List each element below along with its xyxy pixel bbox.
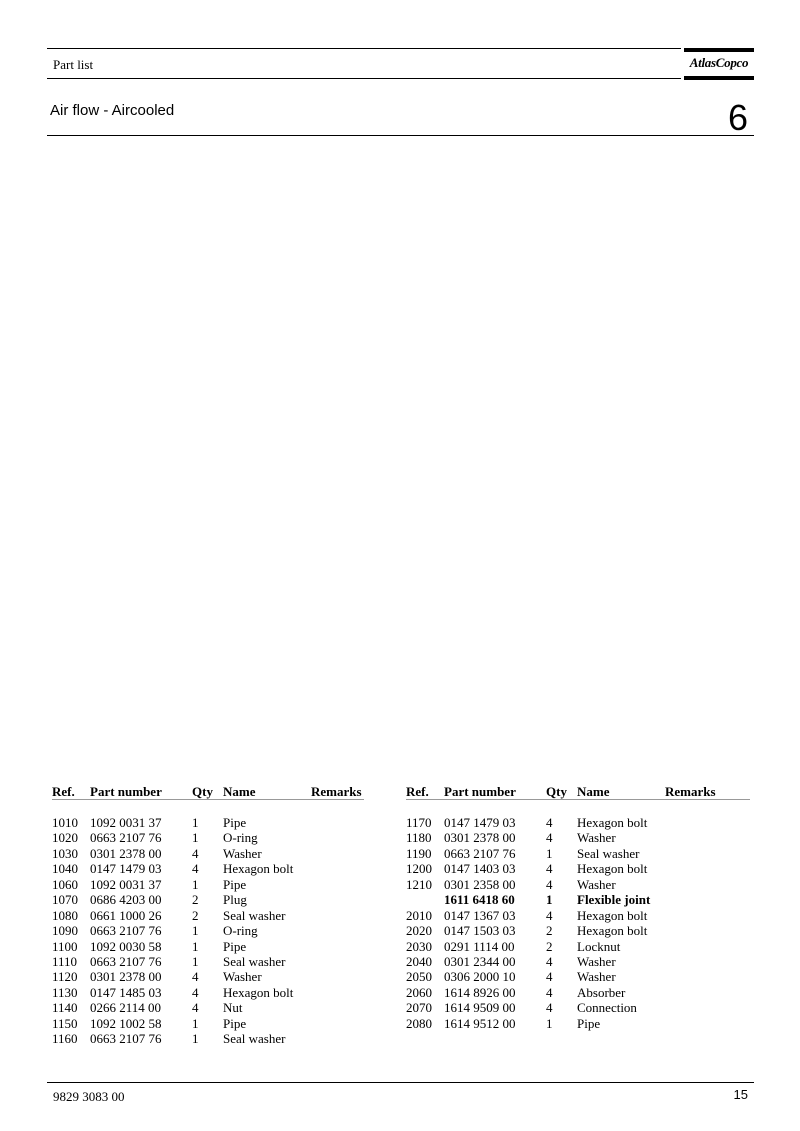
cell-part-number: 0663 2107 76 xyxy=(90,953,162,969)
cell-name: Washer xyxy=(577,876,616,892)
cell-part-number: 1614 9509 00 xyxy=(444,1000,516,1016)
cell-ref: 2010 xyxy=(406,907,432,923)
cell-name: Pipe xyxy=(223,1015,247,1031)
cell-part-number: 0663 2107 76 xyxy=(444,845,516,861)
cell-name: Washer xyxy=(223,969,262,985)
illustration-area xyxy=(47,140,754,770)
cell-part-number: 0306 2000 10 xyxy=(444,969,516,985)
table-row xyxy=(52,830,364,845)
cell-qty: 1 xyxy=(546,1015,553,1031)
cell-part-number: 0147 1485 03 xyxy=(90,984,162,1000)
cell-name: Hexagon bolt xyxy=(223,861,294,877)
table-row xyxy=(406,969,750,984)
header-underline xyxy=(406,799,750,800)
cell-qty: 1 xyxy=(546,892,553,908)
cell-ref: 2030 xyxy=(406,938,432,954)
cell-part-number: 0663 2107 76 xyxy=(90,1031,162,1047)
parts-table-left xyxy=(52,784,364,1047)
parts-table-right xyxy=(406,784,750,1031)
col-header-part-number: Part number xyxy=(444,784,516,799)
cell-name: Washer xyxy=(577,969,616,985)
cell-ref: 2020 xyxy=(406,923,432,939)
col-header-name: Name xyxy=(223,784,256,799)
logo-bottom-bar xyxy=(684,76,754,80)
cell-name: Hexagon bolt xyxy=(577,861,648,877)
table-row xyxy=(406,923,750,938)
cell-qty: 4 xyxy=(546,984,553,1000)
cell-part-number: 1092 0031 37 xyxy=(90,876,162,892)
cell-name: Locknut xyxy=(577,938,621,954)
cell-part-number: 0301 2358 00 xyxy=(444,876,516,892)
col-header-qty: Qty xyxy=(192,784,213,799)
cell-name: Seal washer xyxy=(223,907,286,923)
cell-name: O-ring xyxy=(223,830,258,846)
footer-page-number: 15 xyxy=(733,1087,748,1102)
cell-part-number: 1611 6418 60 xyxy=(444,892,515,908)
cell-ref: 2050 xyxy=(406,969,432,985)
cell-qty: 4 xyxy=(192,969,199,985)
cell-qty: 4 xyxy=(546,1000,553,1016)
cell-ref: 1040 xyxy=(52,861,78,877)
cell-qty: 4 xyxy=(546,861,553,877)
cell-qty: 4 xyxy=(192,984,199,1000)
cell-part-number: 0301 2378 00 xyxy=(90,845,162,861)
table-row xyxy=(406,954,750,969)
table-row xyxy=(406,830,750,845)
cell-qty: 1 xyxy=(192,953,199,969)
table-row xyxy=(406,877,750,892)
table-row xyxy=(406,815,750,830)
table-row xyxy=(52,908,364,923)
cell-name: Seal washer xyxy=(577,845,640,861)
table-row xyxy=(52,1031,364,1046)
cell-part-number: 0147 1479 03 xyxy=(444,815,516,830)
table-row xyxy=(52,954,364,969)
section-rule xyxy=(47,135,754,136)
table-row xyxy=(406,939,750,954)
cell-ref: 1140 xyxy=(52,1000,78,1016)
cell-part-number: 1092 1002 58 xyxy=(90,1015,162,1031)
cell-qty: 4 xyxy=(546,907,553,923)
header-top-rule xyxy=(47,48,681,49)
cell-ref: 1210 xyxy=(406,876,432,892)
table-row xyxy=(406,908,750,923)
cell-qty: 4 xyxy=(546,969,553,985)
col-header-remarks: Remarks xyxy=(311,784,362,799)
cell-qty: 1 xyxy=(192,1031,199,1047)
cell-ref: 2080 xyxy=(406,1015,432,1031)
header-label: Part list xyxy=(53,57,94,72)
cell-qty: 1 xyxy=(192,923,199,939)
cell-qty: 1 xyxy=(546,845,553,861)
col-header-name: Name xyxy=(577,784,610,799)
cell-name: Pipe xyxy=(223,938,247,954)
cell-ref: 1150 xyxy=(52,1015,78,1031)
cell-ref: 1180 xyxy=(406,830,432,846)
cell-part-number: 0301 2378 00 xyxy=(90,969,162,985)
cell-name: Seal washer xyxy=(223,1031,286,1047)
table-row xyxy=(406,846,750,861)
col-header-remarks: Remarks xyxy=(665,784,716,799)
cell-ref: 1200 xyxy=(406,861,432,877)
table-row xyxy=(406,861,750,876)
chapter-number: 6 xyxy=(727,97,748,138)
cell-ref: 2040 xyxy=(406,953,432,969)
cell-name: Pipe xyxy=(223,815,247,830)
cell-ref: 1190 xyxy=(406,845,432,861)
table-row xyxy=(52,969,364,984)
cell-ref: 1110 xyxy=(52,953,78,969)
cell-ref: 1160 xyxy=(52,1031,78,1047)
logo-brand-text: AtlasCopco xyxy=(689,55,749,70)
cell-qty: 4 xyxy=(546,830,553,846)
cell-name: Hexagon bolt xyxy=(223,984,294,1000)
table-row xyxy=(52,892,364,907)
cell-qty: 1 xyxy=(192,830,199,846)
col-header-qty: Qty xyxy=(546,784,567,799)
cell-name: Pipe xyxy=(223,876,247,892)
cell-ref: 1060 xyxy=(52,876,78,892)
table-row xyxy=(406,892,750,907)
col-header-ref: Ref. xyxy=(406,784,429,799)
cell-ref: 1010 xyxy=(52,815,78,830)
cell-name: Hexagon bolt xyxy=(577,815,648,830)
cell-ref: 1090 xyxy=(52,923,78,939)
cell-part-number: 0291 1114 00 xyxy=(444,938,515,954)
cell-name: Connection xyxy=(577,1000,637,1016)
cell-qty: 1 xyxy=(192,938,199,954)
cell-part-number: 0301 2378 00 xyxy=(444,830,516,846)
cell-name: Seal washer xyxy=(223,953,286,969)
table-row xyxy=(406,985,750,1000)
cell-part-number: 1614 8926 00 xyxy=(444,984,516,1000)
table-row xyxy=(52,815,364,830)
cell-part-number: 0686 4203 00 xyxy=(90,892,162,908)
cell-qty: 2 xyxy=(546,923,553,939)
table-row xyxy=(52,877,364,892)
cell-qty: 2 xyxy=(192,907,199,923)
logo-top-bar xyxy=(684,48,754,52)
table-row xyxy=(52,846,364,861)
col-header-part-number: Part number xyxy=(90,784,162,799)
cell-qty: 4 xyxy=(546,876,553,892)
cell-name: Pipe xyxy=(577,1015,601,1031)
cell-qty: 1 xyxy=(192,815,199,830)
cell-name: Washer xyxy=(223,845,262,861)
table-row xyxy=(52,1000,364,1015)
table-body-left xyxy=(52,815,364,1047)
cell-qty: 4 xyxy=(192,845,199,861)
cell-part-number: 1614 9512 00 xyxy=(444,1015,516,1031)
cell-ref: 1100 xyxy=(52,938,78,954)
cell-name: Hexagon bolt xyxy=(577,923,648,939)
table-row xyxy=(52,923,364,938)
cell-part-number: 0301 2344 00 xyxy=(444,953,516,969)
table-header-row xyxy=(406,784,750,800)
table-header-row xyxy=(52,784,364,800)
cell-part-number: 0147 1503 03 xyxy=(444,923,516,939)
cell-ref: 1020 xyxy=(52,830,78,846)
cell-qty: 4 xyxy=(546,815,553,830)
cell-qty: 4 xyxy=(192,861,199,877)
cell-ref: 1070 xyxy=(52,892,78,908)
footer-document-number: 9829 3083 00 xyxy=(53,1089,125,1104)
cell-ref: 1130 xyxy=(52,984,78,1000)
cell-qty: 4 xyxy=(546,953,553,969)
cell-name: Plug xyxy=(223,892,247,908)
cell-ref: 2060 xyxy=(406,984,432,1000)
cell-name: Nut xyxy=(223,1000,243,1016)
cell-ref: 1030 xyxy=(52,845,78,861)
table-row xyxy=(52,861,364,876)
cell-part-number: 0147 1403 03 xyxy=(444,861,516,877)
footer-rule xyxy=(47,1082,754,1083)
section-title: Air flow - Aircooled xyxy=(50,102,175,119)
cell-part-number: 0663 2107 76 xyxy=(90,830,162,846)
table-body-right xyxy=(406,815,750,1031)
table-row xyxy=(52,985,364,1000)
col-header-ref: Ref. xyxy=(52,784,75,799)
cell-name: Absorber xyxy=(577,984,626,1000)
cell-name: O-ring xyxy=(223,923,258,939)
cell-qty: 2 xyxy=(192,892,199,908)
cell-part-number: 0147 1479 03 xyxy=(90,861,162,877)
cell-ref: 1170 xyxy=(406,815,432,830)
cell-qty: 1 xyxy=(192,876,199,892)
cell-part-number: 0663 2107 76 xyxy=(90,923,162,939)
cell-part-number: 1092 0031 37 xyxy=(90,815,162,830)
cell-qty: 1 xyxy=(192,1015,199,1031)
cell-name: Hexagon bolt xyxy=(577,907,648,923)
cell-name: Flexible joint xyxy=(577,892,651,908)
cell-name: Washer xyxy=(577,953,616,969)
table-row xyxy=(52,939,364,954)
atlas-copco-logo xyxy=(684,48,754,80)
table-row xyxy=(406,1016,750,1031)
cell-ref: 1080 xyxy=(52,907,78,923)
cell-part-number: 1092 0030 58 xyxy=(90,938,162,954)
header-bottom-rule xyxy=(47,78,681,79)
table-row xyxy=(406,1000,750,1015)
cell-part-number: 0661 1000 26 xyxy=(90,907,162,923)
cell-part-number: 0266 2114 00 xyxy=(90,1000,162,1016)
cell-part-number: 0147 1367 03 xyxy=(444,907,516,923)
table-row xyxy=(52,1016,364,1031)
cell-qty: 4 xyxy=(192,1000,199,1016)
cell-ref: 1120 xyxy=(52,969,78,985)
cell-qty: 2 xyxy=(546,938,553,954)
cell-name: Washer xyxy=(577,830,616,846)
cell-ref: 2070 xyxy=(406,1000,432,1016)
header-underline xyxy=(52,799,364,800)
